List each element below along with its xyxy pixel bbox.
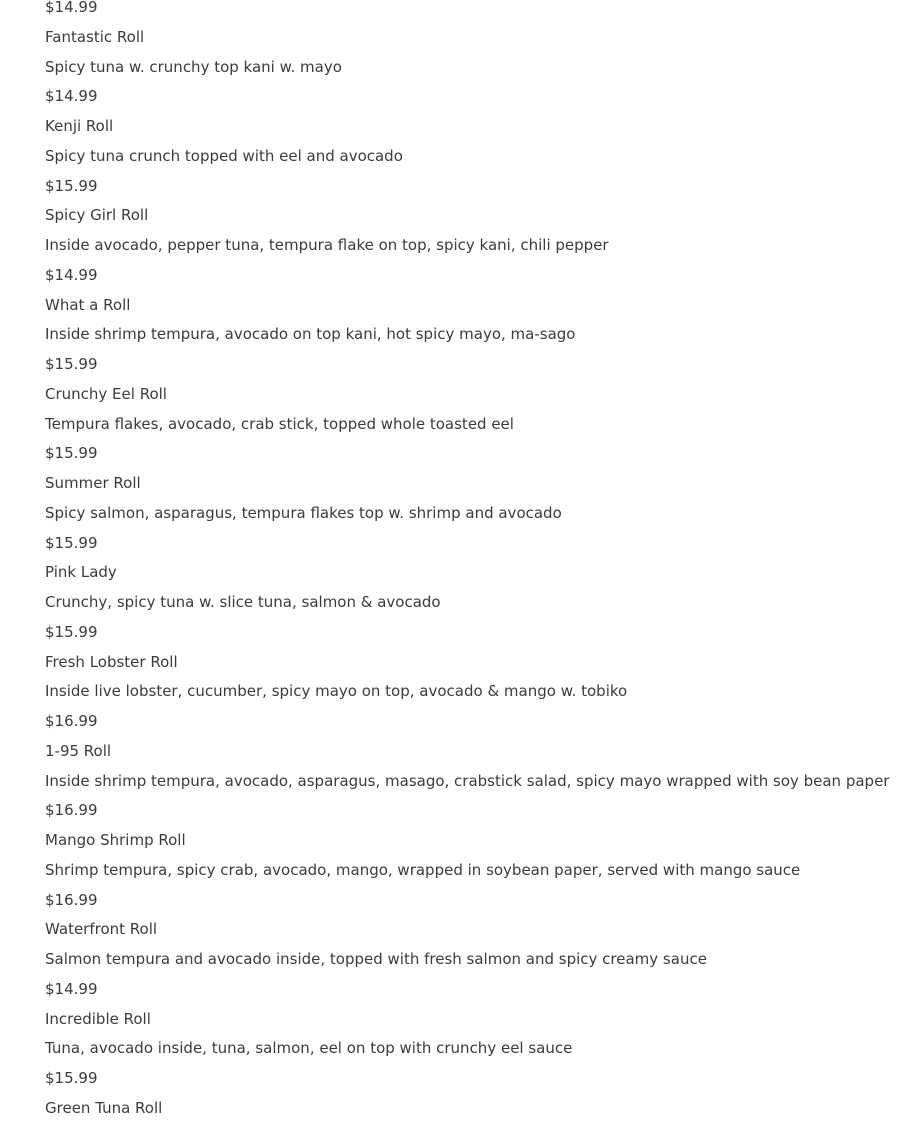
menu-item-description: Tempura flakes, avocado, crab stick, topped whole toasted eel <box>45 414 514 433</box>
menu-item-price: $16.99 <box>45 890 98 909</box>
menu-item-description: Inside shrimp tempura, avocado, asparagus, masago, crabstick salad, spicy mayo wrapped with soy bean paper <box>45 771 890 790</box>
menu-item-description: Inside shrimp tempura, avocado on top kani, hot spicy mayo, ma-sago <box>45 325 576 344</box>
menu-item-price: $15.99 <box>45 533 98 552</box>
menu-item-description: Shrimp tempura, spicy crab, avocado, mango, wrapped in soybean paper, served with mango sauce <box>45 860 801 879</box>
menu-item-name: Fantastic Roll <box>45 27 145 46</box>
menu-item <box>45 291 910 380</box>
menu-item-description: Inside live lobster, cucumber, spicy mayo on top, avocado & mango w. tobiko <box>45 682 628 701</box>
menu-item-price: $14.99 <box>45 0 98 16</box>
menu-item-name: Waterfront Roll <box>45 920 158 939</box>
menu-item-name: Green Tuna Roll <box>45 1098 163 1117</box>
menu-item-name: Spicy Girl Roll <box>45 206 149 225</box>
menu-item-price: $14.99 <box>45 87 98 106</box>
menu-item-price: $15.99 <box>45 622 98 641</box>
menu-item-name: 1-95 Roll <box>45 741 112 760</box>
menu-item-description: Spicy tuna w. crunchy top kani w. mayo <box>45 57 342 76</box>
menu-item <box>45 112 910 201</box>
menu-item-name: Incredible Roll <box>45 1009 151 1028</box>
menu-item-price: $15.99 <box>45 444 98 463</box>
menu-item-price: $14.99 <box>45 265 98 284</box>
menu-item-description: Tuna, avocado inside, tuna, salmon, eel on top with crunchy eel sauce <box>45 1039 573 1058</box>
menu-item <box>45 380 910 469</box>
menu-item-name: Pink Lady <box>45 563 117 582</box>
menu-item-description: Spicy salmon, asparagus, tempura flakes top w. shrimp and avocado <box>45 503 562 522</box>
menu-item-name: Crunchy Eel Roll <box>45 384 167 403</box>
menu-item <box>45 558 910 647</box>
menu-item-price: $15.99 <box>45 355 98 373</box>
menu-item-name: Summer Roll <box>45 474 141 492</box>
menu-list <box>45 0 910 1124</box>
menu-item <box>45 201 910 290</box>
menu-item-price: $15.99 <box>45 176 98 195</box>
menu-item <box>45 1005 910 1094</box>
menu-item-name: Fresh Lobster Roll <box>45 652 178 671</box>
menu-item <box>45 23 910 112</box>
menu-item <box>45 648 910 737</box>
menu-item-description: Inside avocado, pepper tuna, tempura flake on top, spicy kani, chili pepper <box>45 236 609 254</box>
menu-item-description: Salmon tempura and avocado inside, topped with fresh salmon and spicy creamy sauce <box>45 950 707 968</box>
menu-item-price: $14.99 <box>45 979 98 998</box>
menu-item <box>45 915 910 1004</box>
menu-item-price: $16.99 <box>45 712 98 730</box>
menu-item <box>45 469 910 558</box>
menu-item-description: Spicy tuna crunch topped with eel and avocado <box>45 146 403 165</box>
menu-item <box>45 826 910 915</box>
menu-item-price: $15.99 <box>45 1069 98 1087</box>
menu-item-name: What a Roll <box>45 295 131 314</box>
menu-item-description: Crunchy, spicy tuna w. slice tuna, salmon & avocado <box>45 593 441 611</box>
menu-item <box>45 737 910 826</box>
menu-item-name: Kenji Roll <box>45 117 114 135</box>
menu-item-name: Mango Shrimp Roll <box>45 831 186 849</box>
menu-item-price: $16.99 <box>45 801 98 820</box>
